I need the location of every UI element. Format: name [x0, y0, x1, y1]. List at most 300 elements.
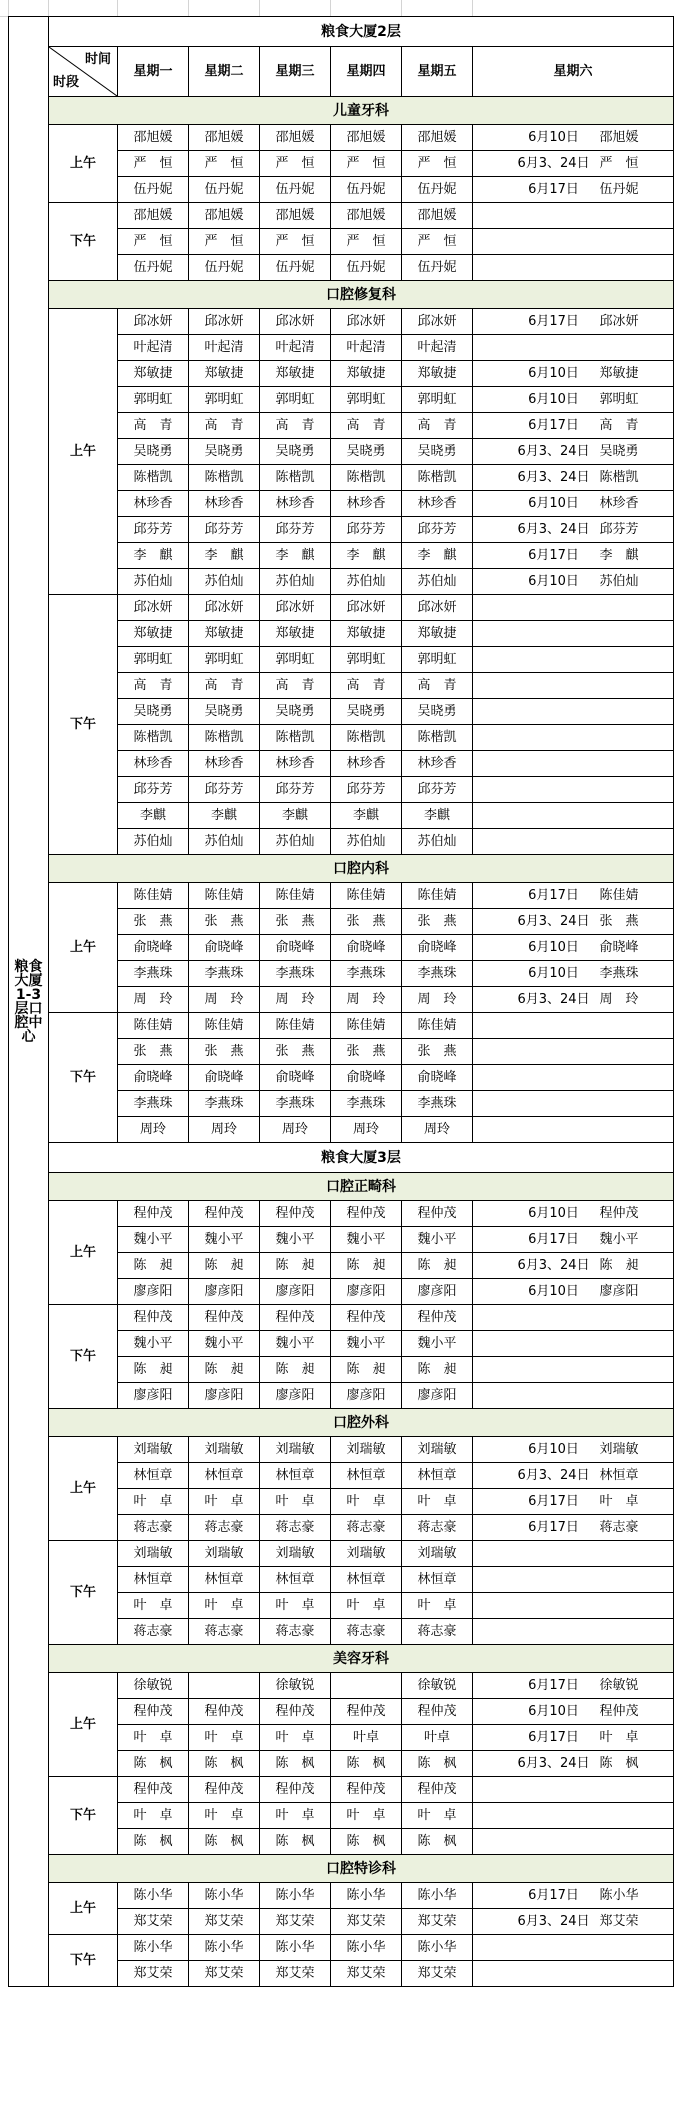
saturday-cell	[473, 309, 674, 335]
department-row	[9, 1173, 674, 1201]
doctor-cell: 叶 卓	[118, 1725, 189, 1751]
doctor-cell: 廖彦阳	[331, 1383, 402, 1409]
doctor-cell: 廖彦阳	[189, 1279, 260, 1305]
doctor-cell: 李燕珠	[402, 1091, 473, 1117]
doctor-cell: 林恒章	[331, 1463, 402, 1489]
saturday-cell	[473, 909, 674, 935]
doctor-cell: 邱冰妍	[402, 595, 473, 621]
saturday-cell	[473, 1935, 674, 1961]
saturday-doctor: 邱芬芳	[599, 521, 639, 537]
doctor-cell: 陈小华	[189, 1935, 260, 1961]
doctor-cell: 严 恒	[118, 151, 189, 177]
saturday-doctor: 严 恒	[599, 155, 639, 171]
period-afternoon: 下午	[49, 203, 118, 281]
doctor-cell: 陈 昶	[331, 1253, 402, 1279]
doctor-cell: 陈 枫	[260, 1829, 331, 1855]
doctor-cell: 严 恒	[189, 151, 260, 177]
saturday-cell	[473, 255, 674, 281]
doctor-cell: 刘瑞敏	[331, 1437, 402, 1463]
doctor-cell: 程仲茂	[260, 1777, 331, 1803]
doctor-cell: 陈 昶	[402, 1253, 473, 1279]
saturday-cell	[473, 935, 674, 961]
saturday-doctor: 吴晓勇	[599, 443, 639, 459]
saturday-cell	[473, 1515, 674, 1541]
saturday-date: 6月10日	[528, 1441, 579, 1457]
saturday-cell	[473, 1091, 674, 1117]
saturday-doctor: 陈 枫	[599, 1755, 639, 1771]
saturday-doctor: 张 燕	[599, 913, 639, 929]
doctor-cell: 陈佳婧	[402, 883, 473, 909]
doctor-cell: 叶 卓	[118, 1803, 189, 1829]
doctor-cell: 李燕珠	[118, 961, 189, 987]
doctor-cell: 邵旭媛	[118, 203, 189, 229]
doctor-cell: 李麒	[118, 803, 189, 829]
doctor-cell: 叶 卓	[260, 1593, 331, 1619]
doctor-cell: 邵旭媛	[118, 125, 189, 151]
doctor-cell: 苏伯灿	[189, 569, 260, 595]
doctor-cell: 刘瑞敏	[189, 1437, 260, 1463]
saturday-date: 6月3、24日	[517, 443, 590, 459]
doctor-cell: 郑艾荣	[260, 1909, 331, 1935]
doctor-row	[9, 1305, 674, 1331]
doctor-cell: 刘瑞敏	[402, 1437, 473, 1463]
doctor-cell: 叶起清	[260, 335, 331, 361]
saturday-cell	[473, 621, 674, 647]
doctor-cell: 刘瑞敏	[331, 1541, 402, 1567]
doctor-cell: 邱芬芳	[402, 517, 473, 543]
department-row	[9, 1409, 674, 1437]
doctor-cell: 李燕珠	[331, 961, 402, 987]
saturday-date: 6月17日	[528, 181, 579, 197]
column-header-strip	[0, 0, 674, 17]
doctor-cell: 俞晓峰	[189, 935, 260, 961]
doctor-cell: 周玲	[331, 1117, 402, 1143]
doctor-cell: 程仲茂	[189, 1699, 260, 1725]
doctor-cell: 邵旭媛	[260, 203, 331, 229]
doctor-row	[9, 1541, 674, 1567]
doctor-cell: 陈 枫	[118, 1829, 189, 1855]
doctor-cell: 周 玲	[331, 987, 402, 1013]
saturday-cell	[473, 1201, 674, 1227]
doctor-cell: 郑敏捷	[260, 361, 331, 387]
doctor-cell: 刘瑞敏	[402, 1541, 473, 1567]
doctor-cell: 陈 枫	[189, 1751, 260, 1777]
doctor-cell: 郑敏捷	[118, 361, 189, 387]
doctor-cell: 蒋志豪	[331, 1619, 402, 1645]
saturday-cell	[473, 517, 674, 543]
saturday-cell	[473, 1117, 674, 1143]
doctor-cell: 邱芬芳	[118, 777, 189, 803]
doctor-row	[9, 125, 674, 151]
doctor-cell: 邵旭媛	[331, 203, 402, 229]
period-morning: 上午	[49, 1437, 118, 1541]
center-label: 粮食大厦1-3层口腔中心	[9, 17, 49, 1987]
doctor-cell: 李麒	[260, 803, 331, 829]
doctor-cell: 林恒章	[118, 1567, 189, 1593]
doctor-cell: 叶 卓	[402, 1803, 473, 1829]
doctor-cell: 俞晓峰	[331, 1065, 402, 1091]
doctor-cell: 陈小华	[260, 1935, 331, 1961]
doctor-cell: 邵旭媛	[189, 125, 260, 151]
saturday-cell	[473, 1883, 674, 1909]
doctor-cell: 陈 昶	[118, 1357, 189, 1383]
doctor-cell: 陈楷凯	[331, 465, 402, 491]
doctor-cell: 伍丹妮	[118, 255, 189, 281]
doctor-cell: 叶 卓	[189, 1593, 260, 1619]
doctor-cell: 高 青	[189, 673, 260, 699]
saturday-cell	[473, 1751, 674, 1777]
doctor-cell: 林恒章	[402, 1567, 473, 1593]
saturday-cell	[473, 987, 674, 1013]
doctor-cell: 吴晓勇	[118, 439, 189, 465]
doctor-cell: 邱冰妍	[118, 595, 189, 621]
doctor-cell: 廖彦阳	[331, 1279, 402, 1305]
schedule-table	[8, 16, 674, 1987]
doctor-cell: 吴晓勇	[189, 699, 260, 725]
doctor-cell: 廖彦阳	[260, 1383, 331, 1409]
doctor-cell: 周 玲	[189, 987, 260, 1013]
doctor-cell: 郑敏捷	[189, 361, 260, 387]
saturday-date: 6月3、24日	[517, 1913, 590, 1929]
department-name: 口腔修复科	[49, 281, 674, 309]
doctor-cell: 郭明虹	[118, 387, 189, 413]
doctor-row	[9, 1201, 674, 1227]
saturday-cell	[473, 1227, 674, 1253]
doctor-cell: 陈 昶	[260, 1357, 331, 1383]
doctor-cell: 邱芬芳	[118, 517, 189, 543]
saturday-cell	[473, 465, 674, 491]
doctor-cell: 吴晓勇	[331, 439, 402, 465]
doctor-cell: 陈楷凯	[402, 725, 473, 751]
doctor-cell: 魏小平	[189, 1227, 260, 1253]
saturday-doctor: 邵旭媛	[599, 129, 639, 145]
doctor-cell: 廖彦阳	[118, 1279, 189, 1305]
saturday-cell	[473, 699, 674, 725]
period-afternoon: 下午	[49, 1777, 118, 1855]
doctor-cell: 伍丹妮	[331, 177, 402, 203]
doctor-cell: 叶起清	[189, 335, 260, 361]
doctor-cell: 吴晓勇	[118, 699, 189, 725]
saturday-date: 6月3、24日	[517, 1257, 590, 1273]
doctor-cell: 陈楷凯	[189, 465, 260, 491]
doctor-cell: 张 燕	[118, 1039, 189, 1065]
doctor-cell: 严 恒	[331, 151, 402, 177]
doctor-cell: 陈 昶	[402, 1357, 473, 1383]
doctor-row	[9, 1437, 674, 1463]
doctor-cell: 叶 卓	[331, 1489, 402, 1515]
doctor-cell: 周玲	[189, 1117, 260, 1143]
doctor-cell	[331, 1673, 402, 1699]
saturday-date: 6月17日	[528, 417, 579, 433]
saturday-doctor: 叶 卓	[599, 1493, 639, 1509]
doctor-cell: 蒋志豪	[189, 1515, 260, 1541]
doctor-cell: 程仲茂	[402, 1699, 473, 1725]
doctor-cell: 陈楷凯	[118, 465, 189, 491]
doctor-cell: 陈佳婧	[331, 1013, 402, 1039]
doctor-cell: 程仲茂	[189, 1201, 260, 1227]
department-row	[9, 281, 674, 309]
doctor-cell: 郑敏捷	[189, 621, 260, 647]
doctor-cell: 郑艾荣	[402, 1909, 473, 1935]
saturday-cell	[473, 1253, 674, 1279]
doctor-cell: 郑敏捷	[260, 621, 331, 647]
doctor-cell: 郭明虹	[260, 387, 331, 413]
saturday-cell	[473, 883, 674, 909]
saturday-cell	[473, 1777, 674, 1803]
department-name: 美容牙科	[49, 1645, 674, 1673]
saturday-doctor: 陈佳婧	[599, 887, 639, 903]
period-afternoon: 下午	[49, 1013, 118, 1143]
saturday-cell	[473, 361, 674, 387]
doctor-cell: 叶 卓	[260, 1803, 331, 1829]
doctor-cell: 魏小平	[118, 1331, 189, 1357]
saturday-doctor: 李 麒	[599, 547, 639, 563]
doctor-cell: 李麒	[331, 803, 402, 829]
doctor-cell: 郭明虹	[189, 647, 260, 673]
department-row	[9, 1645, 674, 1673]
doctor-cell: 邱芬芳	[402, 777, 473, 803]
doctor-cell: 蒋志豪	[189, 1619, 260, 1645]
doctor-cell: 李 麒	[402, 543, 473, 569]
doctor-cell: 郑艾荣	[331, 1909, 402, 1935]
doctor-cell: 邵旭媛	[260, 125, 331, 151]
doctor-cell: 林珍香	[331, 491, 402, 517]
doctor-cell: 严 恒	[331, 229, 402, 255]
doctor-cell: 高 青	[331, 673, 402, 699]
period-morning: 上午	[49, 1201, 118, 1305]
doctor-cell: 郑敏捷	[118, 621, 189, 647]
doctor-cell: 李麒	[402, 803, 473, 829]
doctor-cell: 俞晓峰	[260, 935, 331, 961]
saturday-date: 6月3、24日	[517, 521, 590, 537]
doctor-cell: 俞晓峰	[260, 1065, 331, 1091]
weekday-header: 星期一	[118, 47, 189, 97]
doctor-cell: 郑艾荣	[189, 1909, 260, 1935]
department-name: 口腔外科	[49, 1409, 674, 1437]
doctor-cell: 郑艾荣	[118, 1961, 189, 1987]
doctor-cell: 陈楷凯	[402, 465, 473, 491]
doctor-cell: 严 恒	[260, 151, 331, 177]
doctor-cell: 吴晓勇	[402, 439, 473, 465]
saturday-doctor: 俞晓峰	[599, 939, 639, 955]
doctor-cell: 魏小平	[189, 1331, 260, 1357]
floor-title-row	[9, 17, 674, 47]
doctor-cell: 林珍香	[260, 491, 331, 517]
saturday-date: 6月10日	[528, 391, 579, 407]
saturday-cell	[473, 1279, 674, 1305]
saturday-date: 6月10日	[528, 129, 579, 145]
saturday-doctor: 周 玲	[599, 991, 639, 1007]
doctor-cell: 郑敏捷	[402, 621, 473, 647]
saturday-doctor: 林珍香	[599, 495, 639, 511]
doctor-cell: 程仲茂	[402, 1777, 473, 1803]
saturday-cell	[473, 1961, 674, 1987]
doctor-cell: 林珍香	[189, 491, 260, 517]
doctor-row	[9, 309, 674, 335]
doctor-cell: 苏伯灿	[402, 829, 473, 855]
saturday-cell	[473, 1593, 674, 1619]
doctor-cell: 陈 枫	[402, 1751, 473, 1777]
doctor-cell: 李 麒	[189, 543, 260, 569]
saturday-doctor: 陈楷凯	[599, 469, 639, 485]
saturday-cell	[473, 203, 674, 229]
doctor-cell: 邱芬芳	[331, 517, 402, 543]
doctor-cell: 高 青	[402, 413, 473, 439]
period-morning: 上午	[49, 1883, 118, 1935]
doctor-cell: 伍丹妮	[331, 255, 402, 281]
doctor-cell: 程仲茂	[402, 1201, 473, 1227]
doctor-cell: 高 青	[402, 673, 473, 699]
saturday-cell	[473, 335, 674, 361]
doctor-cell: 李燕珠	[331, 1091, 402, 1117]
doctor-cell: 廖彦阳	[118, 1383, 189, 1409]
doctor-cell: 苏伯灿	[260, 829, 331, 855]
saturday-cell	[473, 1803, 674, 1829]
saturday-date: 6月10日	[528, 1205, 579, 1221]
doctor-cell: 林珍香	[118, 751, 189, 777]
floor-title-row	[9, 1143, 674, 1173]
saturday-cell	[473, 1619, 674, 1645]
doctor-cell: 陈 枫	[260, 1751, 331, 1777]
doctor-cell: 俞晓峰	[331, 935, 402, 961]
doctor-cell: 蒋志豪	[118, 1515, 189, 1541]
doctor-cell: 程仲茂	[331, 1201, 402, 1227]
doctor-cell: 程仲茂	[260, 1305, 331, 1331]
doctor-cell: 程仲茂	[189, 1305, 260, 1331]
period-afternoon: 下午	[49, 1305, 118, 1409]
doctor-cell: 高 青	[118, 413, 189, 439]
doctor-cell: 叶 卓	[402, 1593, 473, 1619]
doctor-cell: 陈佳婧	[118, 1013, 189, 1039]
department-name: 口腔内科	[49, 855, 674, 883]
saturday-cell	[473, 1383, 674, 1409]
doctor-cell: 张 燕	[331, 1039, 402, 1065]
doctor-cell: 张 燕	[402, 909, 473, 935]
doctor-cell: 郑敏捷	[402, 361, 473, 387]
doctor-cell: 程仲茂	[260, 1699, 331, 1725]
doctor-cell: 郭明虹	[331, 647, 402, 673]
doctor-cell: 刘瑞敏	[189, 1541, 260, 1567]
doctor-cell: 苏伯灿	[402, 569, 473, 595]
department-row	[9, 855, 674, 883]
doctor-cell: 严 恒	[402, 151, 473, 177]
doctor-cell: 魏小平	[402, 1227, 473, 1253]
doctor-cell: 邱冰妍	[402, 309, 473, 335]
doctor-row	[9, 1673, 674, 1699]
doctor-cell: 严 恒	[118, 229, 189, 255]
saturday-doctor: 叶 卓	[599, 1729, 639, 1745]
doctor-cell: 陈小华	[402, 1935, 473, 1961]
saturday-doctor: 程仲茂	[599, 1703, 639, 1719]
doctor-cell: 周 玲	[260, 987, 331, 1013]
doctor-cell: 叶 卓	[260, 1489, 331, 1515]
doctor-cell: 李 麒	[118, 543, 189, 569]
doctor-cell: 严 恒	[189, 229, 260, 255]
period-morning: 上午	[49, 883, 118, 1013]
doctor-cell: 陈 枫	[331, 1829, 402, 1855]
doctor-cell: 陈小华	[331, 1883, 402, 1909]
doctor-cell: 陈楷凯	[260, 725, 331, 751]
doctor-cell: 李燕珠	[118, 1091, 189, 1117]
doctor-cell: 叶 卓	[402, 1489, 473, 1515]
saturday-date: 6月3、24日	[517, 1467, 590, 1483]
saturday-cell	[473, 1039, 674, 1065]
doctor-cell: 程仲茂	[331, 1305, 402, 1331]
doctor-cell: 周 玲	[402, 987, 473, 1013]
doctor-cell: 邵旭媛	[331, 125, 402, 151]
doctor-cell: 廖彦阳	[260, 1279, 331, 1305]
doctor-cell: 李 麒	[260, 543, 331, 569]
doctor-cell: 李燕珠	[260, 1091, 331, 1117]
doctor-cell: 林恒章	[402, 1463, 473, 1489]
saturday-doctor: 魏小平	[599, 1231, 639, 1247]
saturday-date: 6月17日	[528, 887, 579, 903]
doctor-cell: 程仲茂	[118, 1201, 189, 1227]
saturday-cell	[473, 439, 674, 465]
doctor-cell: 郑敏捷	[331, 361, 402, 387]
doctor-cell: 高 青	[118, 673, 189, 699]
doctor-row	[9, 1883, 674, 1909]
weekday-header: 星期三	[260, 47, 331, 97]
doctor-cell: 苏伯灿	[331, 569, 402, 595]
doctor-cell: 林恒章	[118, 1463, 189, 1489]
saturday-cell	[473, 803, 674, 829]
weekday-header: 星期五	[402, 47, 473, 97]
doctor-cell: 蒋志豪	[331, 1515, 402, 1541]
doctor-cell: 邱冰妍	[189, 595, 260, 621]
doctor-cell: 魏小平	[331, 1331, 402, 1357]
saturday-date: 6月17日	[528, 1519, 579, 1535]
doctor-cell: 苏伯灿	[260, 569, 331, 595]
doctor-cell: 吴晓勇	[331, 699, 402, 725]
doctor-cell: 蒋志豪	[260, 1515, 331, 1541]
doctor-cell: 蒋志豪	[260, 1619, 331, 1645]
doctor-cell: 程仲茂	[189, 1777, 260, 1803]
doctor-cell: 李燕珠	[402, 961, 473, 987]
header-time-label: 时间	[84, 52, 111, 67]
doctor-cell: 伍丹妮	[118, 177, 189, 203]
saturday-doctor: 苏伯灿	[599, 573, 639, 589]
saturday-date: 6月17日	[528, 1231, 579, 1247]
doctor-cell: 伍丹妮	[260, 177, 331, 203]
doctor-cell: 郑艾荣	[189, 1961, 260, 1987]
saturday-cell	[473, 1013, 674, 1039]
doctor-cell: 魏小平	[118, 1227, 189, 1253]
doctor-cell: 刘瑞敏	[118, 1437, 189, 1463]
saturday-cell	[473, 673, 674, 699]
saturday-doctor: 伍丹妮	[599, 181, 639, 197]
doctor-cell: 郑艾荣	[260, 1961, 331, 1987]
saturday-date: 6月17日	[528, 1493, 579, 1509]
saturday-date: 6月3、24日	[517, 155, 590, 171]
doctor-cell: 邱冰妍	[118, 309, 189, 335]
saturday-doctor: 刘瑞敏	[599, 1441, 639, 1457]
saturday-doctor: 林恒章	[599, 1467, 639, 1483]
saturday-cell	[473, 1437, 674, 1463]
doctor-cell: 吴晓勇	[260, 439, 331, 465]
saturday-cell	[473, 1305, 674, 1331]
doctor-cell: 徐敏锐	[260, 1673, 331, 1699]
doctor-cell: 高 青	[331, 413, 402, 439]
saturday-cell	[473, 1489, 674, 1515]
doctor-cell: 邵旭媛	[402, 125, 473, 151]
doctor-cell: 魏小平	[402, 1331, 473, 1357]
floor-title: 粮食大厦2层	[49, 17, 674, 47]
saturday-date: 6月10日	[528, 365, 579, 381]
doctor-cell: 李 麒	[331, 543, 402, 569]
doctor-cell: 林珍香	[331, 751, 402, 777]
doctor-cell: 陈 昶	[118, 1253, 189, 1279]
